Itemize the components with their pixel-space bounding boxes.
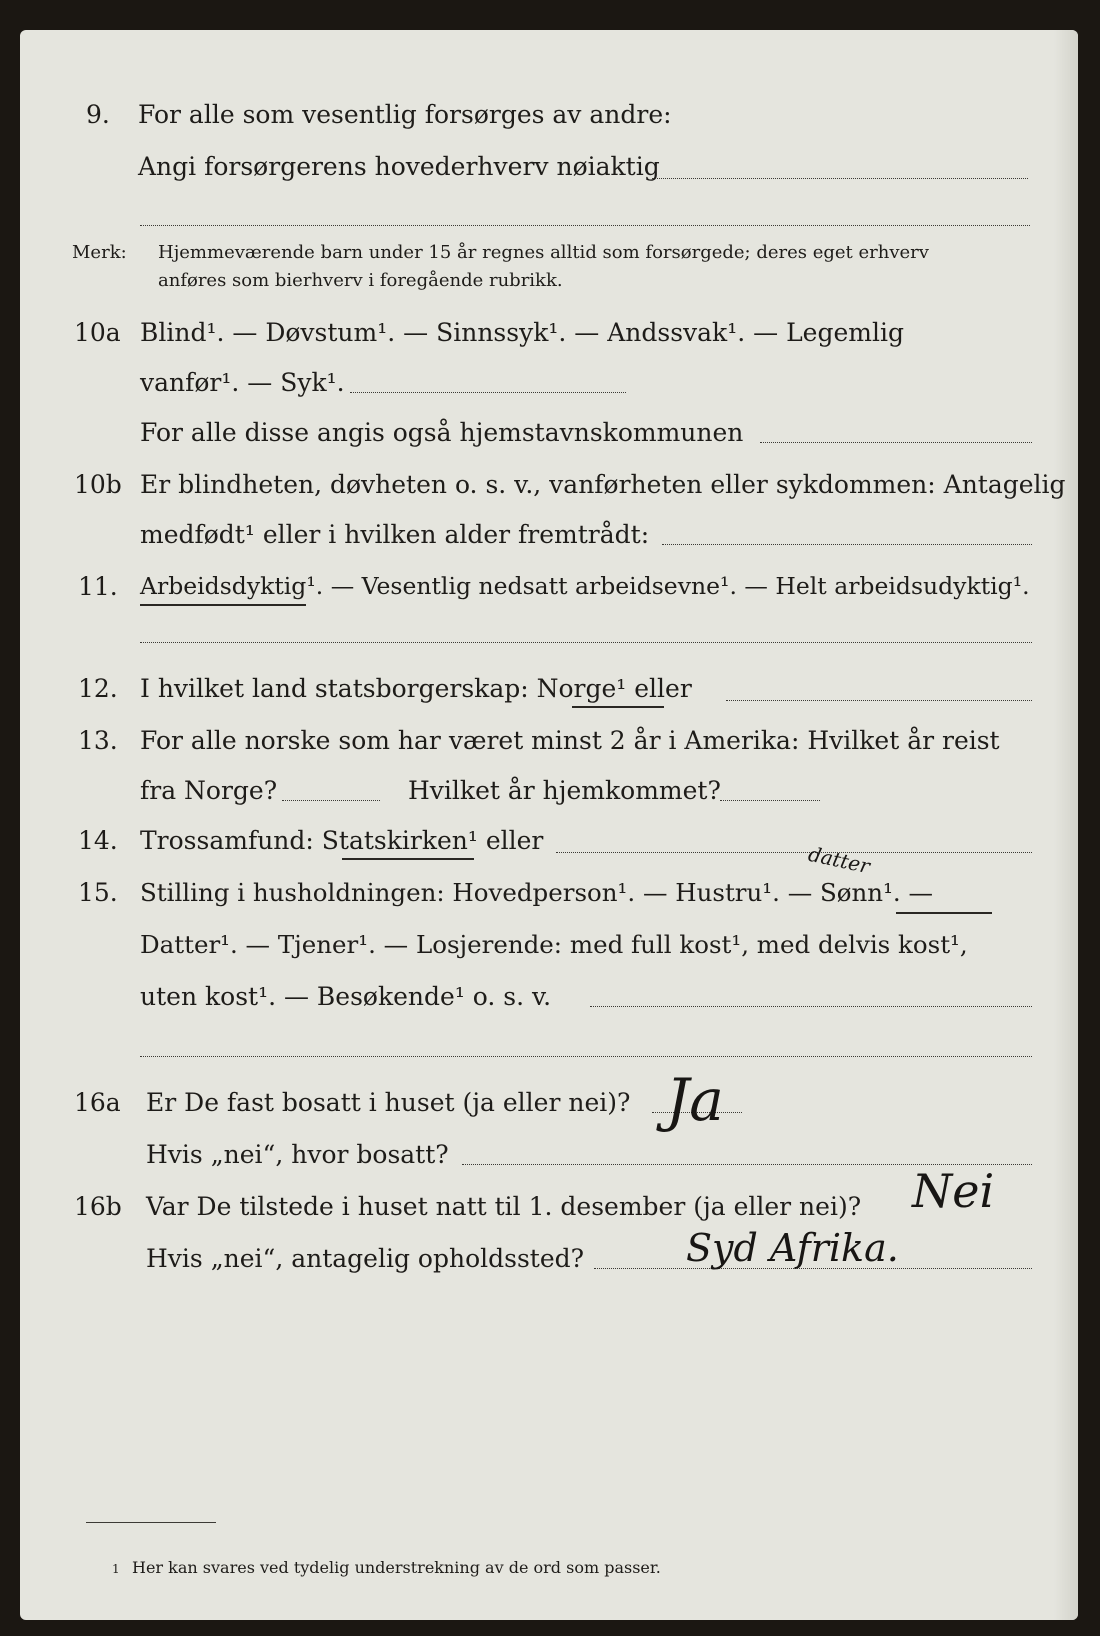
merk-label: Merk: <box>72 242 127 263</box>
q10b-answer-line[interactable] <box>662 544 1032 545</box>
q14-number: 14. <box>78 826 118 855</box>
q10b-number: 10b <box>74 470 122 499</box>
q10a-number: 10a <box>74 318 121 347</box>
census-form-page <box>20 30 1078 1620</box>
q15-line1: Stilling i husholdningen: Hovedperson¹. — Hustru¹. — Sønn¹. — <box>140 878 933 907</box>
q11-answer-line[interactable] <box>140 642 1032 643</box>
q16a-line1: Er De fast bosatt i huset (ja eller nei)? <box>146 1088 631 1117</box>
q14-underline-statskirken <box>342 858 474 860</box>
q13-line2b: Hvilket år hjemkommet? <box>408 776 721 805</box>
q13-departure-answer-line[interactable] <box>282 800 380 801</box>
q13-line2a: fra Norge? <box>140 776 278 805</box>
q15-line2: Datter¹. — Tjener¹. — Losjerende: med full kost¹, med delvis kost¹, <box>140 930 968 959</box>
handwritten-nei: Nei <box>912 1164 995 1218</box>
q10a-line3: For alle disse angis også hjemstavnskommunen <box>140 418 744 447</box>
q12-line1: I hvilket land statsborgerskap: Norge¹ eller <box>140 674 692 703</box>
q9-line1: For alle som vesentlig forsørges av andre: <box>138 100 672 129</box>
q16b-line1: Var De tilstede i huset natt til 1. desember (ja eller nei)? <box>146 1192 862 1221</box>
q15-answer-line-2[interactable] <box>140 1056 1032 1057</box>
q14-line1: Trossamfund: Statskirken¹ eller <box>140 826 544 855</box>
q15-underline-sonn <box>896 912 992 914</box>
q9-line2: Angi forsørgerens hovederhverv nøiaktig <box>138 152 660 181</box>
q11-underline-arbeidsdyktig <box>140 604 306 606</box>
q15-number: 15. <box>78 878 118 907</box>
q16b-number: 16b <box>74 1192 122 1221</box>
q13-return-answer-line[interactable] <box>720 800 820 801</box>
footnote-rule <box>86 1522 216 1523</box>
footnote-mark: 1 <box>112 1562 120 1576</box>
q12-answer-line[interactable] <box>726 700 1032 701</box>
q13-line1: For alle norske som har været minst 2 år i Amerika: Hvilket år reist <box>140 726 1000 755</box>
handwritten-residence: Syd Afrika. <box>686 1226 899 1270</box>
merk-line2: anføres som bierhverv i foregående rubrikk. <box>158 270 563 291</box>
q10a-line1: Blind¹. — Døvstum¹. — Sinnssyk¹. — Andssvak¹. — Legemlig <box>140 318 904 347</box>
q9-answer-line[interactable] <box>652 178 1028 179</box>
q10a-answer-line[interactable] <box>350 392 626 393</box>
q16a-number: 16a <box>74 1088 121 1117</box>
q9-number: 9. <box>86 100 110 129</box>
page-edge <box>1054 30 1078 1620</box>
handwritten-datter: datter <box>806 841 873 879</box>
q10b-line2: medfødt¹ eller i hvilken alder fremtrådt: <box>140 520 650 549</box>
q10a-line2: vanfør¹. — Syk¹. <box>140 368 345 397</box>
q11-line1: Arbeidsdyktig¹. — Vesentlig nedsatt arbeidsevne¹. — Helt arbeidsudyktig¹. <box>140 572 1030 600</box>
q9-answer-line-2[interactable] <box>140 225 1030 226</box>
q14-answer-line[interactable] <box>556 852 1032 853</box>
q15-answer-line[interactable] <box>590 1006 1032 1007</box>
q10b-line1: Er blindheten, døvheten o. s. v., vanførheten eller sykdommen: Antagelig <box>140 470 1066 499</box>
q16a-line2: Hvis „nei“, hvor bosatt? <box>146 1140 449 1169</box>
merk-line1: Hjemmeværende barn under 15 år regnes alltid som forsørgede; deres eget erhverv <box>158 242 929 263</box>
q12-number: 12. <box>78 674 118 703</box>
q15-line3: uten kost¹. — Besøkende¹ o. s. v. <box>140 982 552 1011</box>
footnote-text: Her kan svares ved tydelig understrekning av de ord som passer. <box>132 1558 661 1577</box>
q10a-home-answer-line[interactable] <box>760 442 1032 443</box>
q11-number: 11. <box>78 572 118 601</box>
q13-number: 13. <box>78 726 118 755</box>
q16b-line2: Hvis „nei“, antagelig opholdssted? <box>146 1244 585 1273</box>
q12-underline-norge <box>572 706 664 708</box>
handwritten-ja: Ja <box>666 1066 724 1134</box>
